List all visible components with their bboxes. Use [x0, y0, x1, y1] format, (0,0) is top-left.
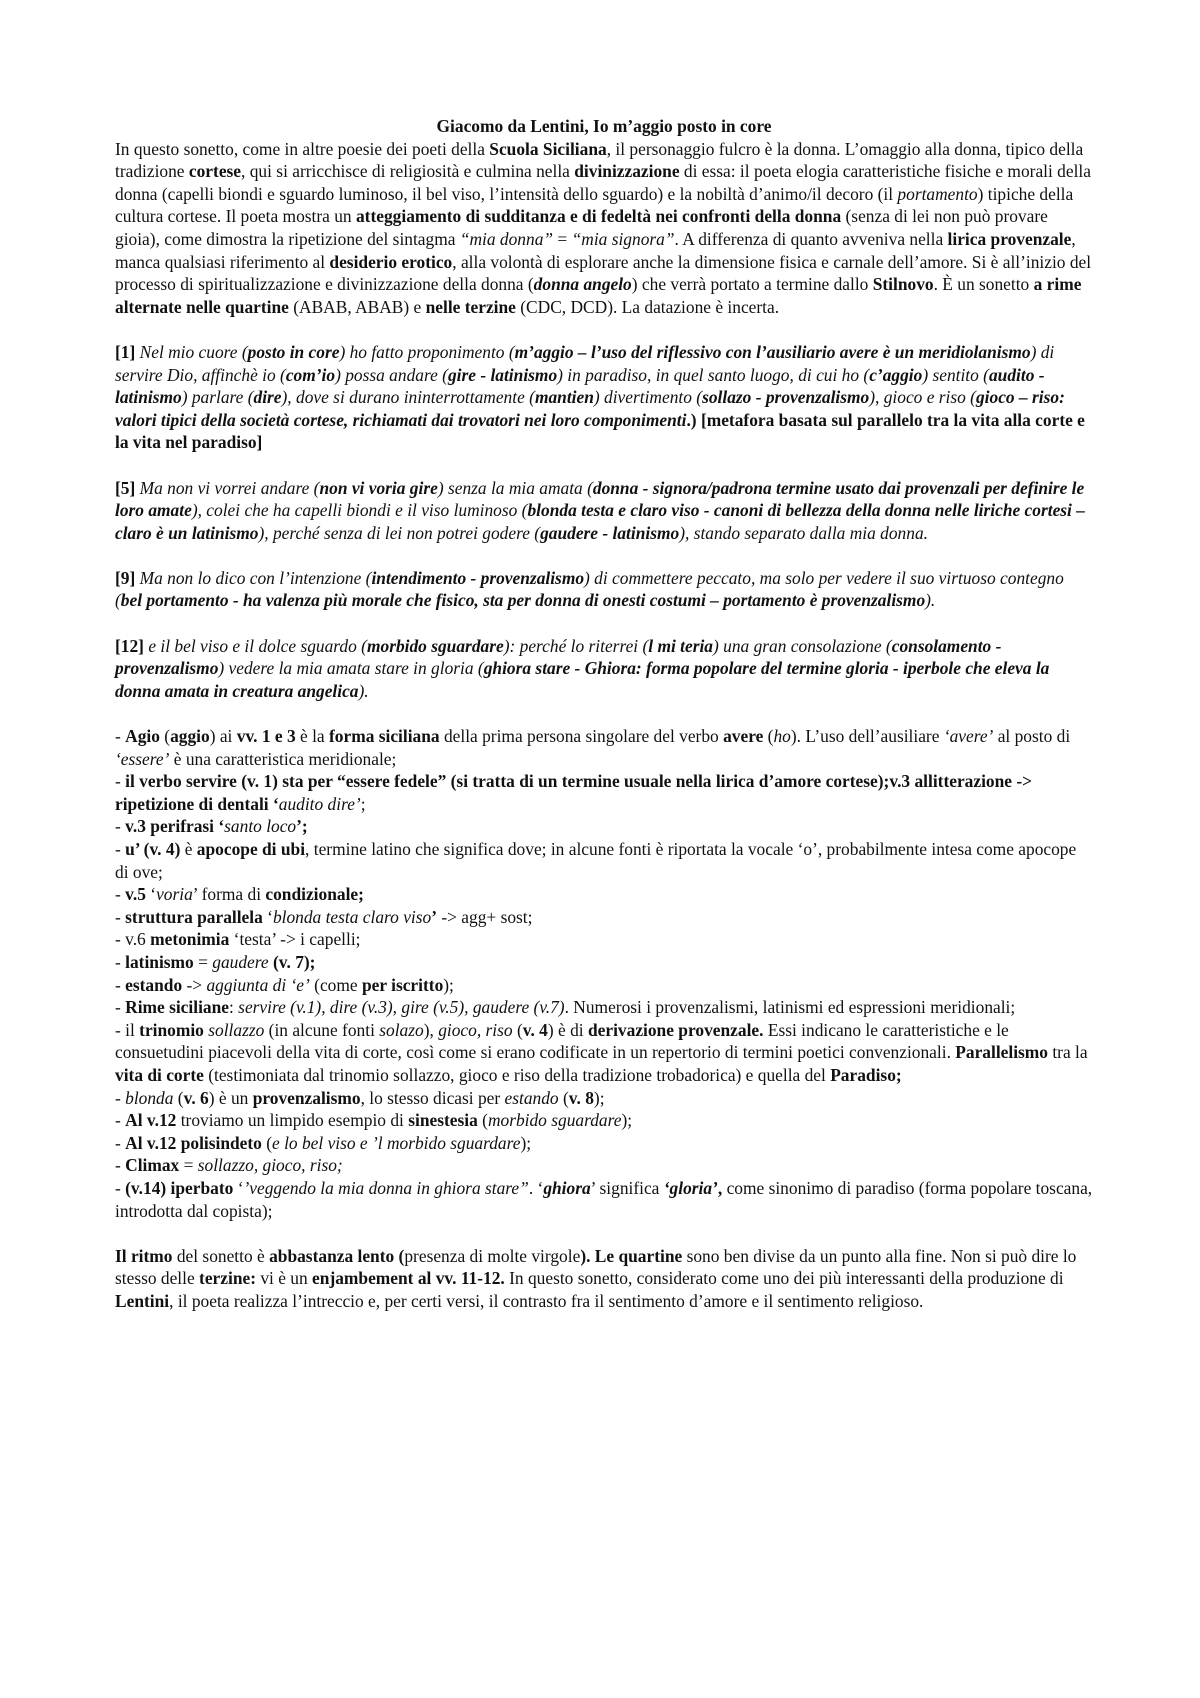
text-run: cortese: [188, 161, 242, 182]
text-run: , il poeta realizza l’intreccio e, per certi versi, il contrasto fra il sentimento d’amore e il sentimento religioso.: [169, 1290, 924, 1311]
text-run: donna - signora/padrona termine usato dai provenzali per definire le loro amate: [115, 477, 1085, 521]
text-run: morbido sguardare: [487, 1110, 622, 1131]
text-run: ,: [717, 1177, 723, 1198]
text-run: -: [115, 1110, 126, 1131]
text-run: ’: [431, 906, 438, 927]
text-run: aggio: [170, 726, 210, 747]
text-run: -: [115, 951, 126, 972]
text-run: -: [115, 884, 126, 905]
note-item: [115, 996, 1093, 1019]
text-run: (ABAB, ABAB) e: [288, 296, 426, 317]
text-run: [5]: [115, 477, 136, 498]
text-run: come sinonimo di paradiso (forma popolare toscana, introdotta dal copista);: [115, 1177, 1093, 1221]
text-run: è: [180, 839, 197, 859]
text-run: - il: [115, 1019, 140, 1040]
text-run: ) vedere la mia amata stare in gloria (: [218, 658, 484, 679]
text-run: audito - latinismo: [115, 364, 1045, 408]
text-run: ), gioco e riso (: [869, 387, 976, 408]
text-run: ‘essere’: [115, 748, 170, 769]
text-run: santo loco: [224, 816, 297, 837]
text-run: blonda: [125, 1087, 174, 1108]
note-item: [115, 1132, 1093, 1155]
text-run: desiderio erotico: [329, 251, 453, 272]
document-title: Giacomo da Lentini, Io m’aggio posto in core: [436, 116, 772, 136]
text-run: sollazzo: [208, 1019, 265, 1040]
text-run: terzine:: [199, 1268, 257, 1289]
text-run: , il personaggio fulcro è la donna. L’omaggio alla donna, tipico della tradizione: [115, 138, 1084, 182]
text-run: trinomio: [139, 1019, 204, 1040]
text-run: v.3 perifrasi ‘: [125, 816, 225, 837]
text-run: ) è di: [547, 1019, 588, 1040]
text-run: =: [193, 951, 213, 972]
text-run: -: [115, 1177, 126, 1198]
text-run: (CDC, DCD). La datazione è incerta.: [515, 296, 780, 317]
note-item: [115, 883, 1093, 906]
text-run: -: [115, 816, 126, 837]
text-run: ho: [773, 726, 791, 747]
text-run: posto in core: [247, 341, 340, 362]
text-run: vi è un: [256, 1268, 313, 1289]
note-item: [115, 906, 1093, 929]
text-run: Nel mio cuore (: [135, 341, 248, 362]
text-run: (testimoniata dal trinomio sollazzo, gioco e riso della tradizione trobadorica) e quella del: [203, 1064, 831, 1085]
text-run: mantien: [534, 387, 594, 408]
note-item: [115, 1154, 1093, 1177]
text-run: -: [115, 1132, 126, 1153]
text-run: , alla volontà di esplorare anche la dimensione fisica e carnale dell’amore. Si è all’inizio del processo di spiritualizzazione e divinizzazione della donna (: [115, 251, 1092, 295]
text-run: -: [115, 771, 126, 792]
text-run: atteggiamento di sudditanza e di fedeltà nei confronti della donna: [355, 206, 842, 227]
text-run: In questo sonetto, considerato come uno dei più interessanti della produzione di: [504, 1268, 1064, 1289]
text-run: . ‘: [528, 1177, 544, 1198]
intro-paragraph: [115, 138, 1093, 319]
text-run: donna angelo: [533, 274, 632, 295]
text-run: Ma non lo dico con l’intenzione (: [135, 567, 372, 588]
text-run: ).: [358, 680, 369, 701]
text-run: solazo: [379, 1019, 424, 1040]
text-run: (: [159, 726, 171, 747]
note-item: [115, 1109, 1093, 1132]
text-run: , qui si arricchisce di religiosità e culmina nella: [241, 161, 575, 182]
text-run: divinizzazione: [574, 161, 680, 182]
text-run: struttura parallela: [125, 906, 263, 927]
text-run: :: [228, 997, 239, 1018]
text-run: l mi teria: [648, 635, 713, 656]
text-run: );: [621, 1110, 633, 1131]
text-run: (come: [309, 974, 362, 995]
text-run: “mia signora”: [571, 228, 675, 249]
text-run: Parallelismo: [955, 1042, 1048, 1063]
text-run: sinestesia: [408, 1110, 478, 1131]
text-run: , lo stesso dicasi per: [360, 1087, 505, 1108]
text-run: ’ forma di: [192, 884, 266, 905]
text-run: è la: [295, 726, 329, 747]
text-run: al posto di: [993, 726, 1071, 747]
text-run: ) divertimento (: [593, 387, 703, 408]
text-run: non vi voria gire: [319, 477, 438, 498]
text-run: -: [115, 997, 126, 1018]
note-item: [115, 1087, 1093, 1110]
text-run: ‘: [262, 906, 273, 927]
text-run: ) senza la mia amata (: [437, 477, 593, 498]
note-item: [115, 951, 1093, 974]
text-run: Lentini: [115, 1290, 170, 1311]
text-run: metonimia: [150, 929, 230, 950]
text-run: v. 6: [183, 1087, 209, 1108]
text-run: (: [173, 1087, 184, 1108]
text-run: a rime alternate nelle quartine: [115, 274, 1082, 317]
text-run: sono ben divise da un punto alla fine. Non si può dire lo stesso delle: [115, 1245, 1077, 1289]
text-run: -: [115, 1087, 126, 1108]
text-run: -: [115, 726, 126, 747]
text-run: . A differenza di quanto avveniva nella: [674, 228, 948, 249]
text-run: abbastanza lento (: [269, 1245, 405, 1266]
text-run: blonda testa claro viso: [272, 906, 432, 927]
text-run: (: [763, 726, 774, 747]
text-run: portamento: [897, 183, 978, 204]
text-run: ), stando separato dalla mia donna.: [679, 522, 928, 543]
text-run: latinismo: [125, 951, 194, 972]
text-run: v.5: [125, 884, 146, 905]
text-run: è una caratteristica meridionale;: [169, 748, 397, 769]
text-run: troviamo un limpido esempio di: [176, 1110, 409, 1131]
text-run: v. 8: [568, 1087, 594, 1108]
note-item: [115, 838, 1093, 883]
text-run: );: [593, 1087, 605, 1108]
text-run: (: [512, 1019, 523, 1040]
text-run: [1]: [115, 341, 136, 362]
text-run: In questo sonetto, come in altre poesie dei poeti della: [115, 138, 490, 159]
text-run: della prima persona singolare del verbo: [439, 726, 724, 747]
text-run: );: [520, 1132, 532, 1153]
text-run: ): perché lo riterrei (: [503, 635, 649, 656]
text-run: forma siciliana: [329, 726, 440, 747]
text-run: apocope di ubi: [196, 839, 306, 859]
text-run: ) una gran consolazione (: [713, 635, 892, 656]
text-run: .) [metafora basata sul parallelo tra la vita alla corte e la vita nel paradiso]: [115, 409, 1085, 453]
text-run: gire - latinismo: [447, 364, 558, 385]
text-run: Paradiso;: [830, 1064, 902, 1085]
text-run: ) possa andare (: [335, 364, 448, 385]
text-run: blonda testa e claro viso - canoni di bellezza della donna nelle liriche cortesi – claro è un latinismo: [115, 500, 1085, 543]
text-run: -: [115, 1155, 126, 1176]
text-run: vita di corte: [115, 1064, 204, 1085]
text-run: ->: [182, 974, 207, 995]
text-run: ) sentito (: [922, 364, 989, 385]
text-run: presenza di molte virgole: [404, 1245, 581, 1266]
text-run: (: [558, 1087, 569, 1108]
text-run: tra la: [1048, 1042, 1088, 1063]
text-run: intendimento - provenzalismo: [371, 567, 585, 588]
text-run: [12]: [115, 635, 144, 656]
text-run: (: [261, 1132, 273, 1153]
text-run: ‘testa’ -> i capelli;: [229, 929, 361, 950]
document-page: [115, 115, 1093, 1312]
text-run: gioco, riso: [438, 1019, 513, 1040]
text-run: Al v.12 polisindeto: [125, 1132, 262, 1153]
text-run: di essa: il poeta elogia caratteristiche fisiche e morali della donna (capelli biondi e sguardo luminoso, il bel viso, l’intensità dello sguardo) e la nobiltà d’animo/il decoro (il: [115, 161, 1091, 204]
text-run: dire: [253, 387, 282, 408]
text-run: Essi indicano le caratteristiche e le consuetudini piacevoli della vita di corte, così come si erano codificate in un repertorio di termini poetici convenzionali.: [115, 1019, 1009, 1063]
text-run: bel portamento - ha valenza più morale che fisico, sta per donna di onesti costumi – portamento è provenzalismo: [120, 590, 926, 611]
text-run: aggiunta di ‘e’: [206, 974, 310, 995]
text-run: ) che verrà portato a termine dallo: [631, 274, 873, 295]
text-run: ) tipiche della cultura cortese. Il poeta mostra un: [115, 183, 1074, 227]
text-run: Al v.12: [125, 1110, 177, 1131]
text-run: , termine latino che significa dove; in alcune fonti è riportata la vocale ‘o’, probabilmente intesa come apocope di ove;: [115, 839, 1077, 882]
text-run: (v. 7);: [272, 951, 316, 972]
text-run: -> agg+ sost;: [437, 906, 533, 927]
text-run: Ma non vi vorrei andare (: [135, 477, 320, 498]
text-run: provenzalismo: [252, 1087, 361, 1108]
text-run: (senza di lei non può provare gioia), come dimostra la ripetizione del sintagma: [115, 206, 1048, 249]
text-run: ). Le quartine: [580, 1245, 683, 1266]
text-run: ).: [925, 590, 936, 611]
stanza-paragraph-1: [115, 341, 1093, 454]
text-run: Agio: [125, 726, 160, 747]
text-run: enjambement al vv. 11-12.: [312, 1268, 505, 1289]
text-run: consolamento - provenzalismo: [115, 635, 1002, 679]
text-run: (in alcune fonti: [264, 1019, 380, 1040]
text-run: e il bel viso e il dolce sguardo (: [143, 635, 367, 656]
text-run: del sonetto è: [172, 1245, 270, 1266]
text-run: ) di commettere peccato, ma solo per vedere il suo virtuoso contegno (: [115, 567, 1064, 611]
text-run: gioco – riso: valori tipici della società cortese, richiamati dai trovatori nei loro componimenti: [115, 387, 1065, 430]
note-item: [115, 725, 1093, 770]
text-run: -: [115, 974, 126, 995]
text-run: c’aggio: [869, 364, 923, 385]
text-run: . È un sonetto: [933, 274, 1034, 295]
text-run: ) è un: [208, 1087, 253, 1108]
text-run: ), perché senza di lei non potrei godere (: [258, 522, 541, 543]
text-run: ’veggendo la mia donna in ghiora stare”: [243, 1177, 529, 1198]
note-item: [115, 770, 1093, 815]
text-run: ) di servire Dio, affinchè io (: [115, 341, 1055, 385]
text-run: -: [115, 839, 126, 859]
text-run: gaudere - latinismo: [540, 522, 680, 543]
text-run: ) ai: [209, 726, 237, 747]
text-run: Scuola Siciliana: [489, 138, 607, 159]
stanza-paragraph-12: [115, 635, 1093, 703]
text-run: Il ritmo: [115, 1245, 173, 1266]
text-run: avere: [723, 726, 764, 747]
text-run: =: [179, 1155, 198, 1176]
text-run: ‘: [233, 1177, 244, 1198]
text-run: ) in paradiso, in quel santo luogo, di cui ho (: [557, 364, 870, 385]
text-run: (: [477, 1110, 488, 1131]
text-run: gaudere: [212, 951, 269, 972]
text-run: derivazione provenzale.: [587, 1019, 764, 1040]
text-run: sollazo - provenzalismo: [702, 387, 870, 408]
notes-list: [115, 725, 1093, 1222]
text-run: . Numerosi i provenzalismi, latinismi ed espressioni meridionali;: [564, 997, 1016, 1018]
text-run: Rime siciliane: [125, 997, 229, 1018]
text-run: v. 4: [522, 1019, 548, 1040]
text-run: nelle terzine: [425, 296, 516, 317]
text-run: ‘: [145, 884, 157, 905]
text-run: ghiora stare - Ghiora: forma popolare del termine gloria - iperbole che eleva la donna amata in creatura angelica: [115, 658, 1050, 701]
note-item: [115, 815, 1093, 838]
text-run: “mia donna”: [459, 228, 554, 249]
text-run: ). L’uso dell’ausiliare: [790, 726, 944, 747]
text-run: ghiora: [543, 1177, 591, 1198]
text-run: -: [115, 906, 126, 927]
text-run: =: [553, 228, 572, 249]
text-run: (v.14) iperbato: [125, 1177, 234, 1198]
conclusion-paragraph: [115, 1245, 1093, 1313]
text-run: com’io: [285, 364, 336, 385]
text-run: estando: [504, 1087, 559, 1108]
text-run: vv. 1 e 3: [236, 726, 296, 747]
text-run: );: [443, 974, 454, 995]
note-item: [115, 1019, 1093, 1087]
text-run: - v.6: [115, 929, 151, 950]
note-item: [115, 974, 1093, 997]
stanza-paragraph-5: [115, 477, 1093, 545]
text-run: sollazzo, gioco, riso;: [197, 1155, 343, 1176]
text-run: ) parlare (: [181, 387, 254, 408]
text-run: il verbo servire (v. 1) sta per “essere fedele” (si tratta di un termine usuale nella lirica d’amore cortese);v.3 allitterazione -> ripetizione di dentali ‘: [115, 771, 1033, 814]
text-run: , manca qualsiasi riferimento al: [115, 228, 1076, 272]
text-run: lirica provenzale: [947, 228, 1072, 249]
text-run: ) ho fatto proponimento (: [339, 341, 515, 362]
text-run: condizionale;: [265, 884, 364, 905]
text-run: e lo bel viso e ’l morbido sguardare: [272, 1132, 521, 1153]
text-run: ‘gloria’: [663, 1177, 718, 1198]
text-run: per iscritto: [361, 974, 444, 995]
stanza-paragraph-9: [115, 567, 1093, 612]
text-run: ;: [360, 793, 366, 814]
text-run: audito dire’: [278, 793, 361, 814]
text-run: ),: [423, 1019, 439, 1040]
text-run: m’aggio – l’uso del riflessivo con l’ausiliario avere è un meridiolanismo: [514, 341, 1031, 362]
text-run: voria: [156, 884, 193, 905]
text-run: ), dove si durano ininterrottamente (: [281, 387, 535, 408]
text-run: servire (v.1), dire (v.3), gire (v.5), gaudere (v.7): [238, 997, 565, 1018]
text-run: morbido sguardare: [366, 635, 504, 656]
text-run: u’ (v. 4): [125, 839, 181, 859]
text-run: estando: [125, 974, 183, 995]
text-run: ’ significa: [590, 1177, 664, 1198]
text-run: ‘avere’: [943, 726, 994, 747]
text-run: Stilnovo: [872, 274, 934, 295]
note-item: [115, 928, 1093, 951]
text-run: ), colei che ha capelli biondi e il viso luminoso (: [191, 500, 528, 521]
text-run: ’;: [296, 816, 308, 837]
text-run: Climax: [125, 1155, 180, 1176]
text-run: [9]: [115, 567, 136, 588]
note-item: [115, 1177, 1093, 1222]
